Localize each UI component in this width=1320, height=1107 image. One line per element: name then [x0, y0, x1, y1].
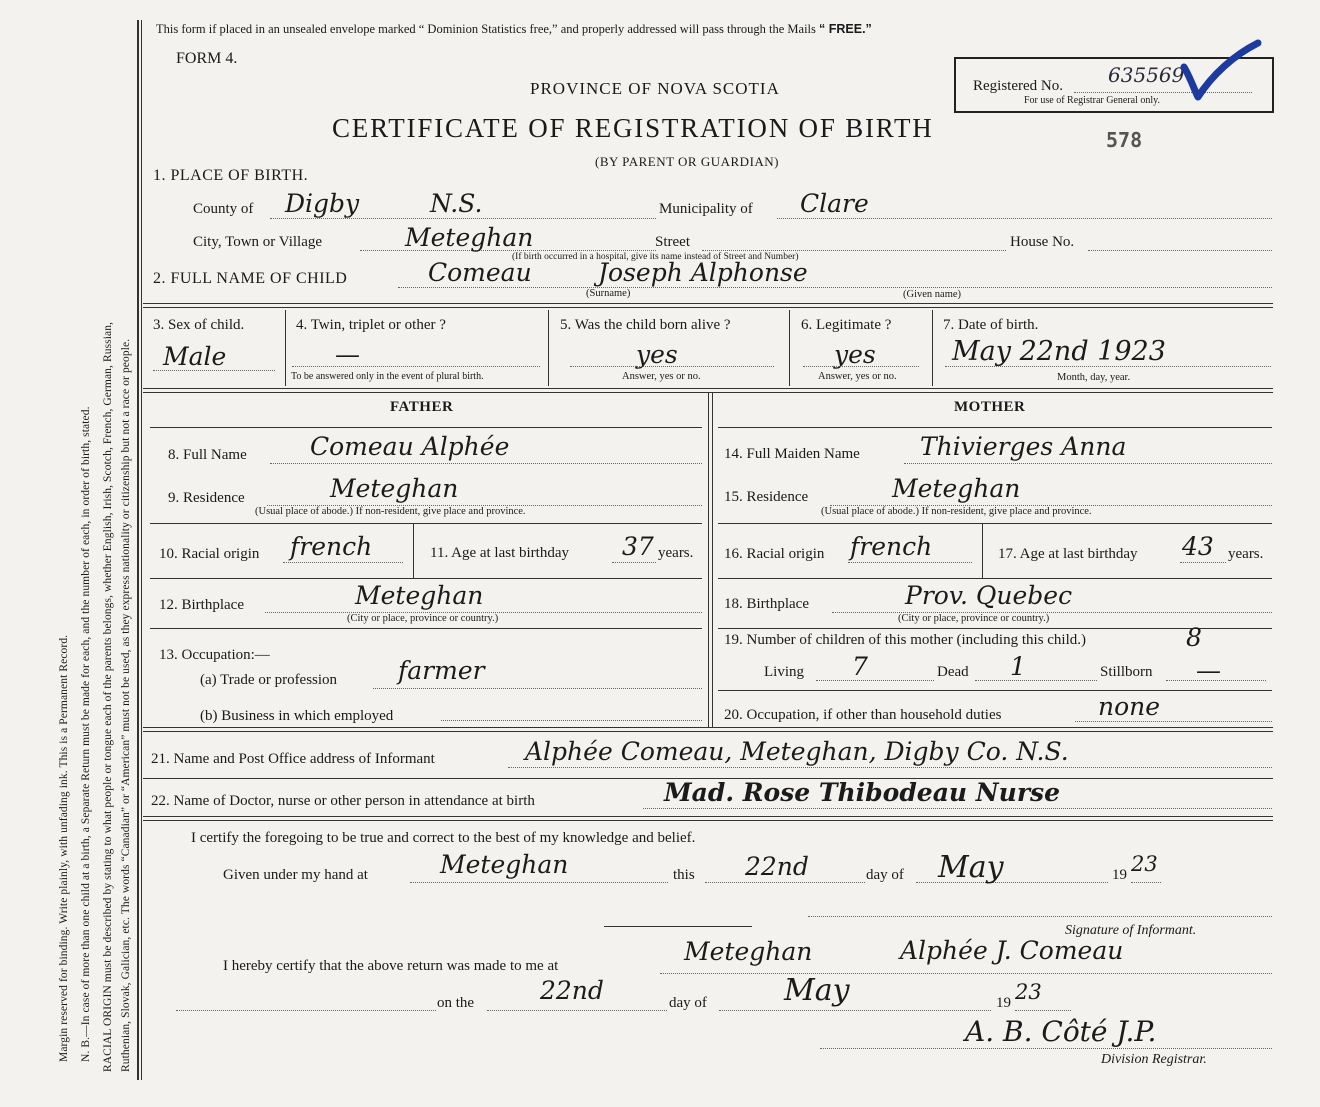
- registrar-place-value: Meteghan: [684, 937, 813, 966]
- given-day-of-label: day of: [866, 867, 904, 883]
- child-surname-value: Comeau: [428, 258, 532, 287]
- born-alive-label: 5. Was the child born alive ?: [560, 317, 731, 333]
- father-rule-2: [150, 578, 702, 579]
- margin-note-multiple-births: N. B.—In case of more than one child at a birth, a Separate Return must be made for each, and the number of each, in order of birth, stated.: [80, 406, 92, 1062]
- mother-residence-label: 15. Residence: [724, 489, 809, 505]
- father-residence-note: (Usual place of abode.) If non-resident, give place and province.: [255, 506, 526, 517]
- mother-rule-4: [718, 690, 1272, 691]
- given-place-value: Meteghan: [440, 850, 569, 879]
- registrar-month-value: May: [784, 973, 850, 1008]
- informant-signature-rule: [604, 926, 752, 927]
- blue-checkmark-icon: [1176, 37, 1266, 107]
- mother-dead-line: [975, 680, 1097, 681]
- registrar-prefix-line: [176, 1010, 436, 1011]
- twin-value: —: [335, 340, 360, 369]
- mother-living-line: [816, 680, 934, 681]
- mother-birthplace-value: Prov. Quebec: [905, 581, 1073, 610]
- registrar-signature: A. B. Côté J.P.: [965, 1015, 1157, 1048]
- father-name-value: Comeau Alphée: [310, 432, 510, 461]
- given-this-label: this: [673, 867, 695, 883]
- mother-name-label: 14. Full Maiden Name: [724, 446, 860, 462]
- father-racial-label: 10. Racial origin: [159, 546, 260, 562]
- document-subtitle: (BY PARENT OR GUARDIAN): [595, 154, 780, 169]
- father-residence-value: Meteghan: [330, 474, 459, 503]
- margin-note-racial-origin: RACIAL ORIGIN must be described by stating to what people or tongue each of the parents belongs, whether English, Irish, Scotch, French, German, Russian,: [102, 321, 114, 1072]
- father-birthplace-label: 12. Birthplace: [159, 597, 244, 613]
- divider-3-4: [285, 310, 286, 386]
- date-of-birth-note: Month, day, year.: [1057, 372, 1131, 383]
- form-number: FORM 4.: [176, 50, 238, 67]
- county-value: Digby: [285, 189, 360, 218]
- mother-living-value: 7: [852, 652, 868, 681]
- section-divider-parents: [143, 388, 1273, 389]
- legitimate-value: yes: [834, 340, 876, 369]
- mother-racial-line: [848, 562, 972, 563]
- father-age-unit: years.: [658, 545, 694, 561]
- born-alive-value: yes: [636, 340, 678, 369]
- informant-signature-label: Signature of Informant.: [1065, 923, 1197, 938]
- registrar-place-line: [660, 973, 1272, 974]
- mother-heading: MOTHER: [954, 399, 1026, 415]
- mother-rule-1: [718, 523, 1272, 524]
- section-divider-informant: [143, 727, 1273, 728]
- mother-racial-value: french: [850, 532, 933, 561]
- section-divider-certify-2: [143, 820, 1273, 821]
- certify-text: I certify the foregoing to be true and correct to the best of my knowledge and belief.: [191, 830, 696, 846]
- child-given-name-value: Joseph Alphonse: [598, 258, 808, 287]
- father-racial-age-divider: [413, 523, 414, 578]
- section-divider-top-2: [143, 307, 1273, 308]
- street-label: Street: [655, 234, 690, 250]
- father-name-line: [270, 463, 702, 464]
- father-trade-value: farmer: [398, 656, 485, 685]
- informant-value: Alphée Comeau, Meteghan, Digby Co. N.S.: [525, 737, 1069, 766]
- margin-note-binding: Margin reserved for binding. Write plainly, with unfading ink. This is a Permanent Record.: [58, 634, 70, 1062]
- given-place-line: [410, 882, 668, 883]
- mother-occupation-label: 20. Occupation, if other than household duties: [724, 707, 1002, 723]
- father-residence-label: 9. Residence: [168, 490, 245, 506]
- stamp-number: 578: [1106, 128, 1143, 152]
- informant-label: 21. Name and Post Office address of Informant: [151, 751, 435, 767]
- father-age-label: 11. Age at last birthday: [430, 545, 569, 561]
- given-day-value: 22nd: [745, 852, 809, 881]
- registered-number-box: [954, 57, 1274, 113]
- registered-number-value: 635569: [1108, 63, 1185, 87]
- hospital-note: (If birth occurred in a hospital, give its name instead of Street and Number): [512, 252, 799, 262]
- informant-signature-line: [808, 916, 1272, 917]
- born-alive-note: Answer, yes or no.: [622, 371, 701, 382]
- sex-line: [153, 370, 275, 371]
- father-business-label: (b) Business in which employed: [200, 708, 394, 724]
- informant-line: [508, 767, 1272, 768]
- municipality-value: Clare: [800, 189, 869, 218]
- mother-age-value: 43: [1182, 532, 1214, 561]
- mother-occupation-line: [1075, 721, 1272, 722]
- mother-residence-note: (Usual place of abode.) If non-resident, give place and province.: [821, 506, 1092, 517]
- mother-heading-rule: [718, 427, 1272, 428]
- county-line: [270, 218, 656, 219]
- sex-label: 3. Sex of child.: [153, 317, 245, 333]
- father-birthplace-value: Meteghan: [355, 581, 484, 610]
- date-of-birth-label: 7. Date of birth.: [943, 317, 1039, 333]
- division-registrar-label: Division Registrar.: [1101, 1052, 1207, 1067]
- mother-age-line: [1180, 562, 1226, 563]
- registrar-year-line: [1015, 1010, 1071, 1011]
- given-month-value: May: [938, 850, 1004, 885]
- father-racial-line: [283, 562, 403, 563]
- mother-birthplace-note: (City or place, province or country.): [898, 613, 1050, 624]
- father-rule-1: [150, 523, 702, 524]
- given-under-label: Given under my hand at: [223, 867, 368, 883]
- father-birthplace-note: (City or place, province or country.): [347, 613, 499, 624]
- child-name-line: [398, 287, 1272, 288]
- section-divider-top: [143, 303, 1273, 304]
- section-divider-certify: [143, 816, 1273, 817]
- mother-name-line: [904, 463, 1272, 464]
- twin-note: To be answered only in the event of plural birth.: [291, 371, 484, 382]
- place-of-birth-heading: 1. PLACE OF BIRTH.: [153, 167, 309, 184]
- father-occupation-label: 13. Occupation:—: [159, 647, 270, 663]
- informant-signature: Alphée J. Comeau: [900, 936, 1124, 965]
- registrar-year-value: 23: [1015, 980, 1042, 1004]
- province-abbrev-value: N.S.: [430, 189, 483, 218]
- postal-free-text: “ FREE.”: [819, 22, 872, 36]
- twin-label: 4. Twin, triplet or other ?: [296, 317, 446, 333]
- father-age-value: 37: [622, 532, 654, 561]
- twin-line: [292, 366, 540, 367]
- given-day-line: [705, 882, 865, 883]
- born-alive-line: [570, 366, 774, 367]
- parents-column-divider: [708, 392, 709, 727]
- county-label: County of: [193, 201, 254, 217]
- sex-value: Male: [163, 342, 227, 371]
- mother-dead-value: 1: [1010, 652, 1026, 681]
- registrar-certify-text: I hereby certify that the above return was made to me at: [223, 958, 559, 974]
- divider-5-6: [789, 310, 790, 386]
- mother-children-label: 19. Number of children of this mother (including this child.): [724, 632, 1087, 648]
- mother-children-value: 8: [1186, 623, 1202, 652]
- registrar-month-line: [719, 1010, 991, 1011]
- mother-rule-2: [718, 578, 1272, 579]
- father-name-label: 8. Full Name: [168, 447, 247, 463]
- doctor-label: 22. Name of Doctor, nurse or other person in attendance at birth: [151, 793, 535, 809]
- municipality-label: Municipality of: [659, 201, 753, 217]
- doctor-line: [643, 808, 1272, 809]
- father-trade-line: [373, 688, 702, 689]
- father-business-line: [441, 720, 702, 721]
- father-rule-3: [150, 628, 702, 629]
- city-value: Meteghan: [405, 223, 534, 252]
- municipality-line: [777, 218, 1272, 219]
- child-name-label: 2. FULL NAME OF CHILD: [153, 270, 348, 287]
- given-year-value: 23: [1131, 852, 1158, 876]
- father-age-line: [612, 562, 656, 563]
- mother-racial-age-divider: [982, 523, 983, 578]
- mother-dead-label: Dead: [937, 664, 969, 680]
- mother-occupation-value: none: [1098, 692, 1161, 721]
- postal-note-text: This form if placed in an unsealed envelope marked “ Dominion Statistics free,” and properly addressed will pass through the Mails: [156, 22, 816, 36]
- registrar-signature-line: [820, 1048, 1272, 1049]
- registrar-on-the-label: on the: [437, 995, 475, 1011]
- divider-4-5: [548, 310, 549, 386]
- postal-note: [156, 22, 872, 37]
- street-line: [702, 250, 1006, 251]
- binding-margin-line: [137, 20, 139, 1080]
- binding-margin-line-inner: [141, 20, 142, 1080]
- mother-stillborn-value: —: [1196, 656, 1221, 685]
- section-divider-informant-2: [143, 731, 1273, 732]
- city-label: City, Town or Village: [193, 234, 323, 250]
- registrar-year-prefix: 19: [996, 995, 1011, 1011]
- given-year-prefix: 19: [1112, 867, 1127, 883]
- father-heading-rule: [150, 427, 702, 428]
- legitimate-line: [803, 366, 919, 367]
- father-racial-value: french: [290, 532, 373, 561]
- father-trade-label: (a) Trade or profession: [200, 672, 338, 688]
- registrar-day-of-label: day of: [669, 995, 707, 1011]
- mother-name-value: Thivierges Anna: [920, 432, 1127, 461]
- surname-note: (Surname): [586, 288, 631, 299]
- legitimate-label: 6. Legitimate ?: [801, 317, 892, 333]
- province-heading: PROVINCE OF NOVA SCOTIA: [530, 79, 780, 98]
- legitimate-note: Answer, yes or no.: [818, 371, 897, 382]
- registrar-day-value: 22nd: [540, 976, 604, 1005]
- given-name-note: (Given name): [903, 289, 962, 300]
- mother-racial-label: 16. Racial origin: [724, 546, 825, 562]
- father-heading: FATHER: [390, 399, 454, 415]
- date-of-birth-value: May 22nd 1923: [952, 336, 1166, 367]
- parents-column-divider-2: [712, 392, 713, 727]
- mother-age-unit: years.: [1228, 546, 1264, 562]
- registrar-day-line: [487, 1010, 667, 1011]
- margin-note-racial-origin-cont: Ruthenian, Slovak, Galician, etc. The words “Canadian” or “American” must not be used, as they express nationality or citizenship but not a race or people.: [120, 338, 132, 1072]
- date-of-birth-line: [945, 366, 1271, 367]
- divider-6-7: [932, 310, 933, 386]
- given-year-line: [1131, 882, 1161, 883]
- mother-residence-value: Meteghan: [892, 474, 1021, 503]
- registered-number-note: For use of Registrar General only.: [1024, 95, 1160, 106]
- mother-living-label: Living: [764, 664, 804, 680]
- doctor-value: Mad. Rose Thibodeau Nurse: [664, 778, 1060, 807]
- mother-stillborn-label: Stillborn: [1100, 664, 1153, 680]
- mother-birthplace-label: 18. Birthplace: [724, 596, 809, 612]
- document-title: CERTIFICATE OF REGISTRATION OF BIRTH: [332, 113, 934, 143]
- house-number-label: House No.: [1010, 234, 1075, 250]
- registered-number-label: Registered No.: [973, 78, 1063, 94]
- mother-age-label: 17. Age at last birthday: [998, 546, 1138, 562]
- house-number-line: [1088, 250, 1272, 251]
